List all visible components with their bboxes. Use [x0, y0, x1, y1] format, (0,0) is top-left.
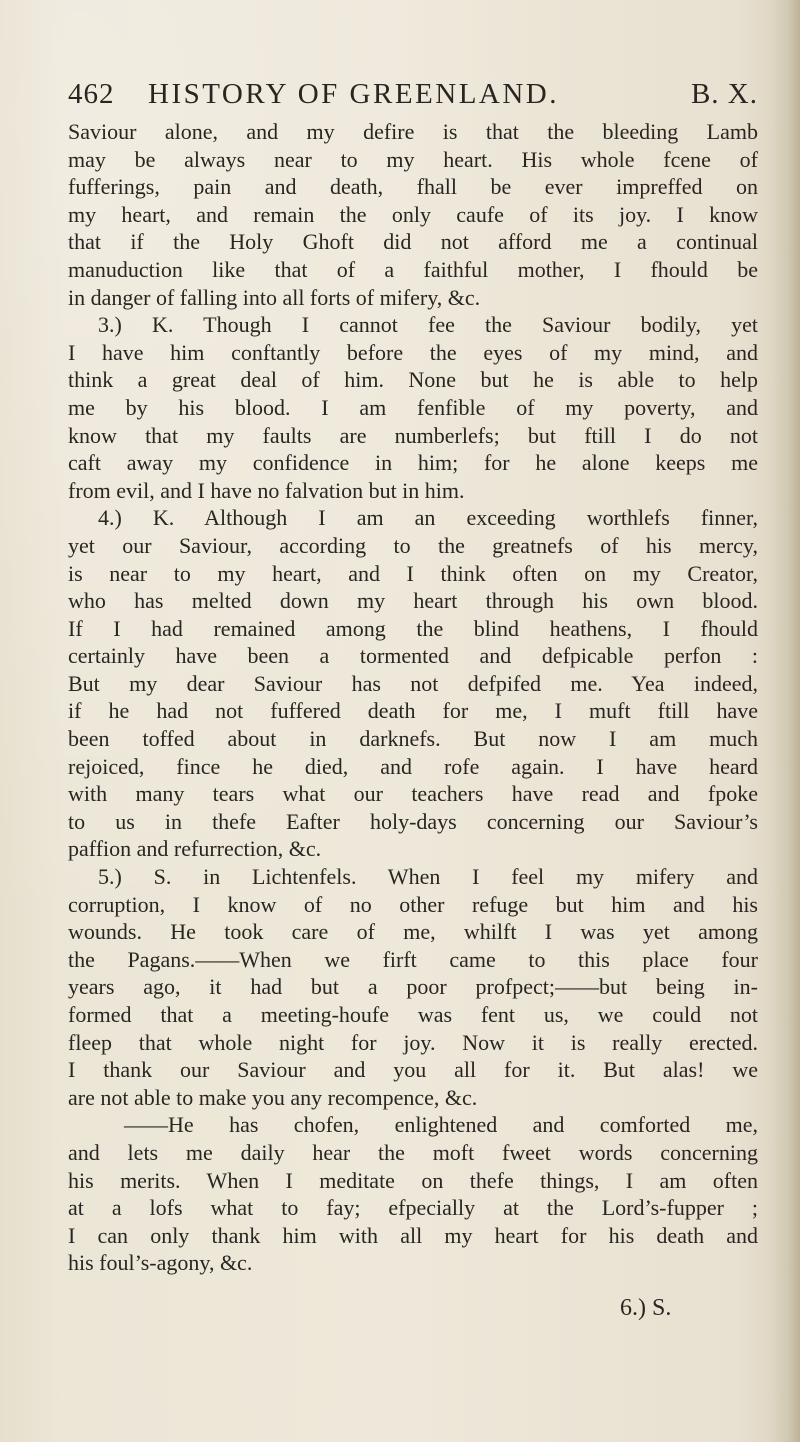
- text-line: ——He has chofen, enlightened and comforted me,: [124, 1112, 758, 1138]
- running-title: HISTORY OF GREENLAND.: [148, 78, 559, 110]
- text-line: to us in thefe Eafter holy-days concerning our Saviour’s: [68, 808, 758, 834]
- text-line: Saviour alone, and my defire is that the bleeding Lamb: [68, 119, 758, 144]
- text-line: caft away my confidence in him; for he alone keeps me: [68, 450, 758, 476]
- text-line: 4.) K. Although I am an exceeding worthlefs finner,: [98, 505, 758, 531]
- text-line: know that my faults are numberlefs; but ftill I do not: [68, 422, 758, 448]
- text-line: is near to my heart, and I think often on my Creator,: [68, 560, 758, 586]
- book-number: B. X.: [690, 78, 758, 110]
- text-line: wounds. He took care of me, whilft I was yet among: [68, 919, 758, 945]
- text-line: been toffed about in darknefs. But now I am much: [68, 726, 758, 752]
- text-line: may be always near to my heart. His whole fcene of: [68, 146, 758, 172]
- page-edge-shadow: [770, 0, 800, 1442]
- text-line: his merits. When I meditate on thefe things, I am often: [68, 1167, 758, 1193]
- text-line: years ago, it had but a poor profpect;——but being in-: [68, 974, 758, 1000]
- text-line: fleep that whole night for joy. Now it is really erected.: [68, 1029, 758, 1055]
- text-line: at a lofs what to fay; efpecially at the Lord’s-fupper ;: [68, 1195, 758, 1221]
- text-line: formed that a meeting-houfe was fent us, we could not: [68, 1002, 758, 1027]
- text-line: think a great deal of him. None but he is able to help: [68, 367, 758, 393]
- text-line: I thank our Saviour and you all for it. But alas! we: [68, 1057, 758, 1083]
- text-line: and lets me daily hear the moft fweet words concerning: [68, 1139, 758, 1165]
- text-line: I have him conftantly before the eyes of my mind, and: [68, 339, 758, 365]
- text-line: 5.) S. in Lichtenfels. When I feel my mifery and: [98, 864, 758, 890]
- text-line: from evil, and I have no falvation but in him.: [68, 477, 465, 503]
- text-line: with many tears what our teachers have read and fpoke: [68, 781, 758, 807]
- body-text: [68, 118, 758, 1277]
- text-line: corruption, I know of no other refuge but him and his: [68, 891, 758, 917]
- text-line: rejoiced, fince he died, and rofe again. I have heard: [68, 753, 758, 779]
- page-number: 462: [68, 78, 115, 110]
- text-line: paffion and refurrection, &c.: [68, 836, 322, 862]
- text-line: I can only thank him with all my heart for his death and: [68, 1222, 758, 1248]
- text-line: But my dear Saviour has not defpifed me. Yea indeed,: [68, 670, 758, 696]
- text-line: 3.) K. Though I cannot fee the Saviour bodily, yet: [98, 312, 758, 338]
- text-line: If I had remained among the blind heathens, I fhould: [68, 615, 758, 641]
- catchword: 6.) S.: [620, 1295, 672, 1321]
- text-line: my heart, and remain the only caufe of its joy. I know: [68, 201, 758, 227]
- text-line: that if the Holy Ghoft did not afford me a continual: [68, 229, 758, 255]
- text-line: certainly have been a tormented and defpicable perfon :: [68, 643, 758, 669]
- text-line: yet our Saviour, according to the greatnefs of his mercy,: [68, 532, 758, 558]
- text-line: his foul’s-agony, &c.: [68, 1250, 253, 1276]
- text-line: are not able to make you any recompence, &c.: [68, 1084, 478, 1110]
- text-line: in danger of falling into all forts of mifery, &c.: [68, 284, 481, 310]
- text-line: manuduction like that of a faithful mother, I fhould be: [68, 256, 758, 282]
- text-line: me by his blood. I am fenfible of my poverty, and: [68, 394, 758, 420]
- text-line: fufferings, pain and death, fhall be ever impreffed on: [68, 174, 758, 200]
- running-header: [68, 78, 758, 116]
- text-line: if he had not fuffered death for me, I muft ftill have: [68, 698, 758, 724]
- text-line: the Pagans.——When we firft came to this place four: [68, 946, 758, 972]
- text-line: who has melted down my heart through his own blood.: [68, 588, 758, 614]
